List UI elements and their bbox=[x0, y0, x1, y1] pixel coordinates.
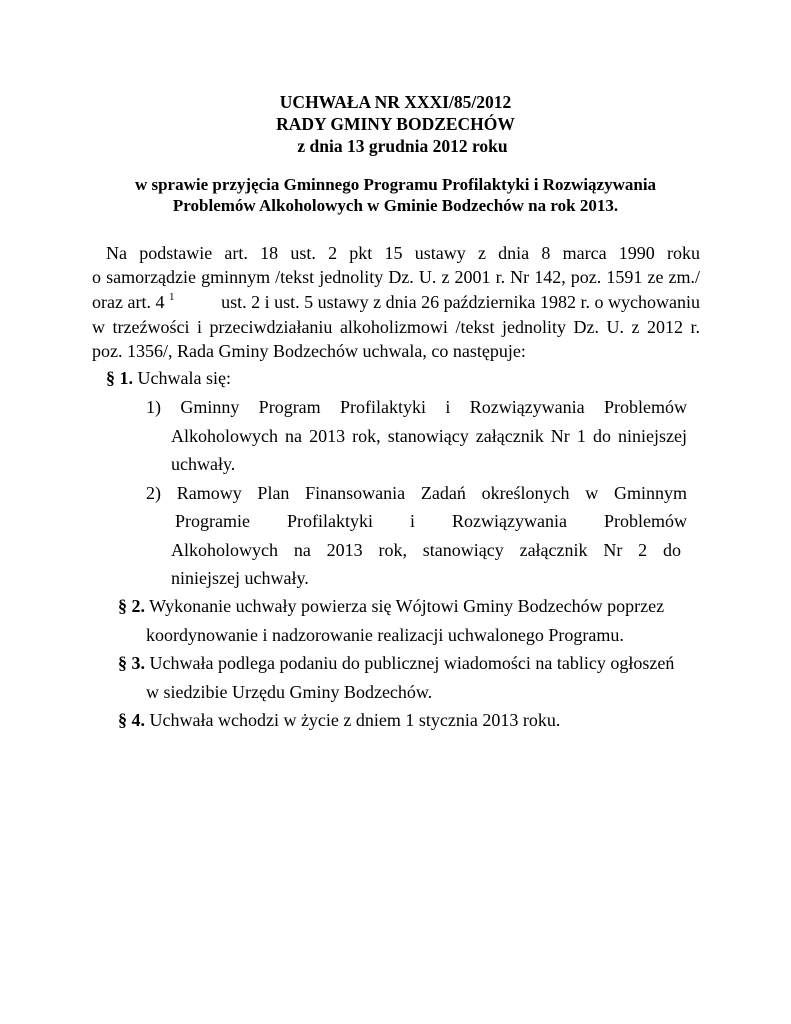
section-3-line-2: w siedzibie Urzędu Gminy Bodzechów. bbox=[146, 682, 433, 702]
section-2-mark: § 2. bbox=[118, 596, 145, 616]
section-1-item-1-line-1: 1) Gminny Program Profilaktyki i Rozwiązywania Problemów bbox=[146, 397, 687, 417]
preamble-line-4: w trzeźwości i przeciwdziałaniu alkoholizmowi /tekst jednolity Dz. U. z 2012 r. bbox=[92, 317, 700, 337]
section-1-item-1-line-3: uchwały. bbox=[171, 454, 236, 474]
section-1-item-1-line-2: Alkoholowych na 2013 rok, stanowiący załącznik Nr 1 do niniejszej bbox=[171, 426, 687, 446]
section-2-text: Wykonanie uchwały powierza się Wójtowi Gminy Bodzechów poprzez bbox=[145, 596, 665, 616]
section-3-line-1 bbox=[118, 652, 674, 674]
section-1-item-2-line-1: 2) Ramowy Plan Finansowania Zadań określonych w Gminnym bbox=[146, 483, 687, 503]
section-1-text: Uchwala się: bbox=[133, 368, 231, 388]
section-4-line-1 bbox=[118, 709, 560, 731]
subject-line-2: Problemów Alkoholowych w Gminie Bodzechów na rok 2013. bbox=[172, 196, 619, 215]
section-1-item-2-line-3: Alkoholowych na 2013 rok, stanowiący załącznik Nr 2 do bbox=[171, 540, 681, 560]
preamble-line-3 bbox=[92, 291, 700, 316]
resolution-number: UCHWAŁA NR XXXI/85/2012 bbox=[279, 92, 512, 112]
section-1-item-2-line-2: Programie Profilaktyki i Rozwiązywania Problemów bbox=[175, 511, 687, 531]
preamble-line-5: poz. 1356/, Rada Gminy Bodzechów uchwala, co następuje: bbox=[92, 341, 526, 361]
section-4-mark: § 4. bbox=[118, 710, 145, 730]
section-1-item-2-line-4: niniejszej uchwały. bbox=[171, 568, 309, 588]
section-3-mark: § 3. bbox=[118, 653, 145, 673]
council-name: RADY GMINY BODZECHÓW bbox=[276, 114, 515, 134]
section-3-text: Uchwała podlega podaniu do publicznej wiadomości na tablicy ogłoszeń bbox=[145, 653, 675, 673]
preamble-line-1: Na podstawie art. 18 ust. 2 pkt 15 ustawy z dnia 8 marca 1990 roku bbox=[106, 243, 700, 263]
section-4-text: Uchwała wchodzi w życie z dniem 1 stycznia 2013 roku. bbox=[145, 710, 561, 730]
section-1-heading bbox=[106, 367, 231, 389]
preamble-line-3-end: ust. 2 i ust. 5 ustawy z dnia 26 października 1982 r. o wychowaniu bbox=[221, 292, 700, 312]
resolution-date: z dnia 13 grudnia 2012 roku bbox=[297, 136, 508, 156]
preamble-line-3-start: oraz art. 4 $^1$ bbox=[92, 291, 175, 312]
article-superscript: 1 bbox=[168, 291, 175, 303]
section-1-mark: § 1. bbox=[106, 368, 133, 388]
preamble-line-2: o samorządzie gminnym /tekst jednolity Dz. U. z 2001 r. Nr 142, poz. 1591 ze zm./ bbox=[92, 267, 700, 287]
section-2-line-2: koordynowanie i nadzorowanie realizacji uchwalonego Programu. bbox=[146, 625, 624, 645]
subject-line-1: w sprawie przyjęcia Gminnego Programu Profilaktyki i Rozwiązywania bbox=[134, 175, 657, 194]
section-2-line-1 bbox=[118, 595, 664, 617]
